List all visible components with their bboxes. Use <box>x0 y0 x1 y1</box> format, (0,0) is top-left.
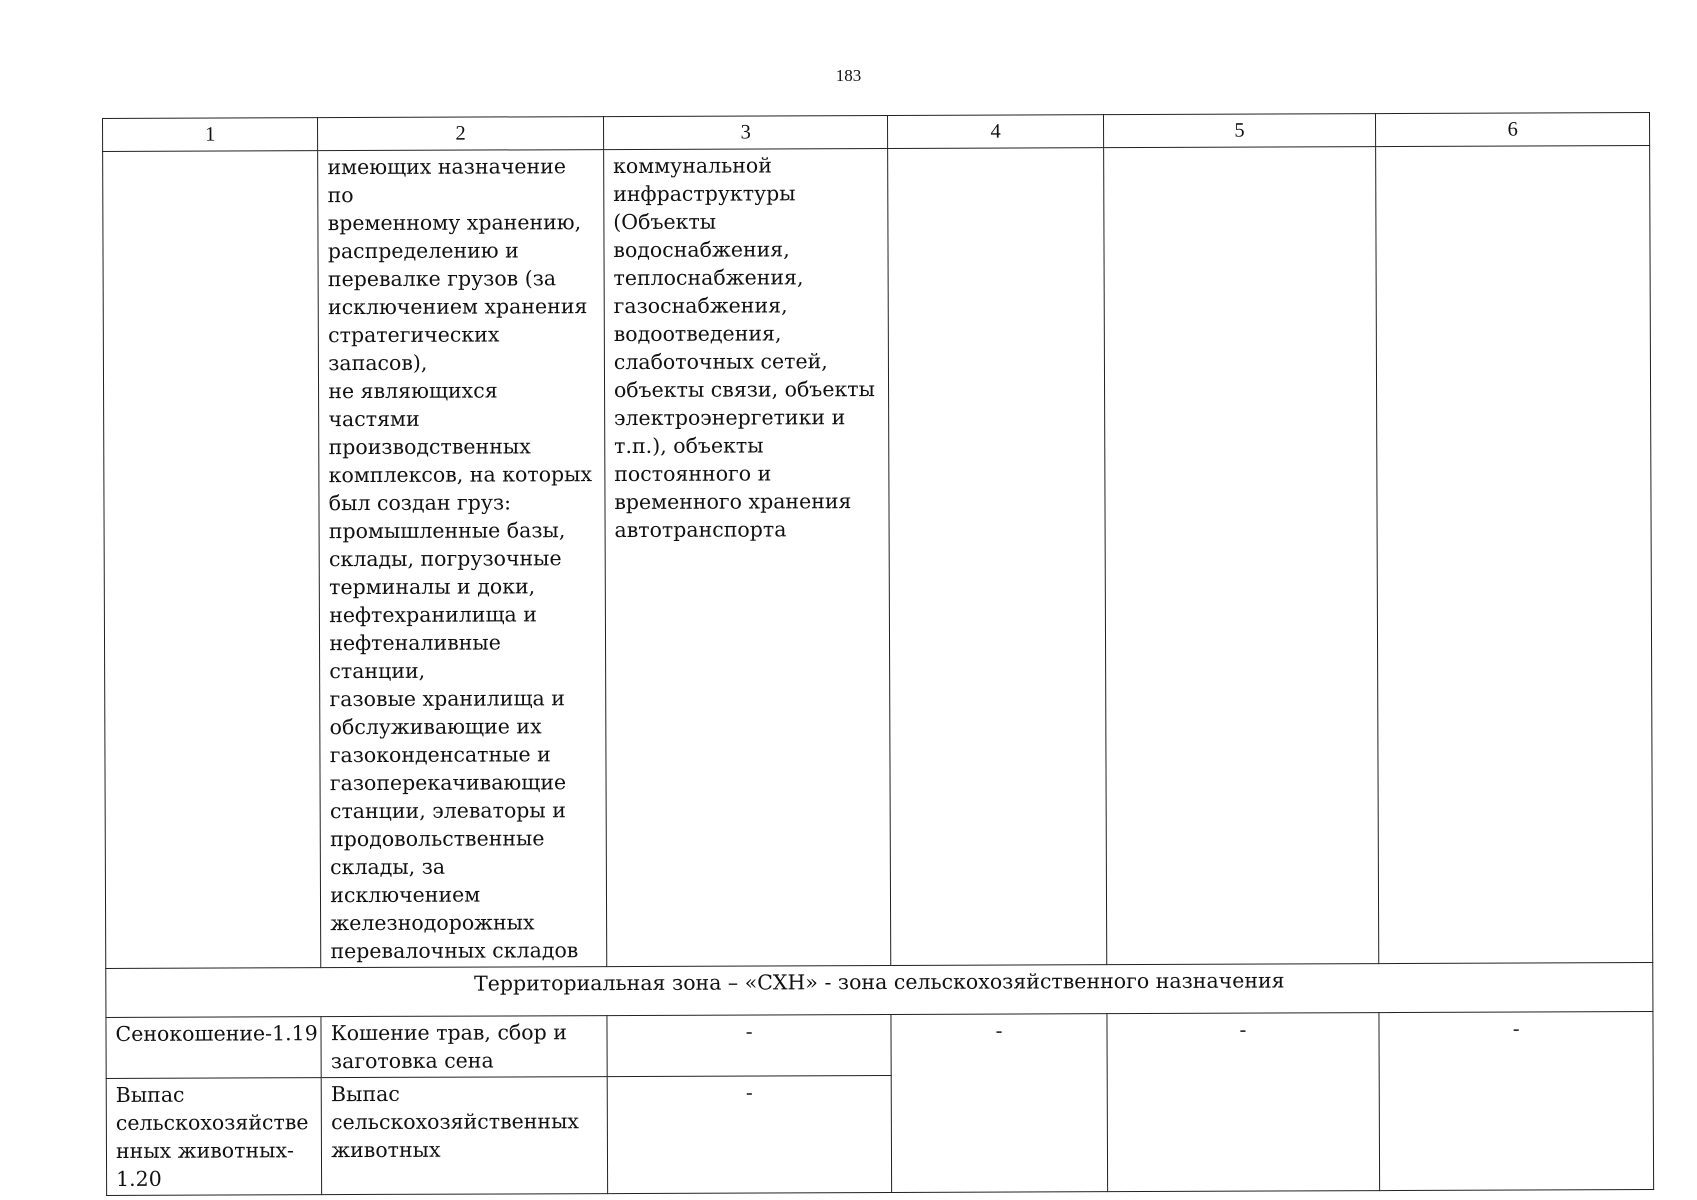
zone-heading-row <box>106 963 1653 1018</box>
row-col6: - <box>1379 1012 1653 1191</box>
continued-col2-description: имеющих назначение по временному хранению, распределению и перевалке грузов (за исключением хранения стратегических запасов), не являющихся частями производственных комплексов, на которых был создан груз: промышленные базы, склады, погрузочные терминалы и доки, нефтехранилища и нефтеналивные станции, газовые хранилища и обслуживающие их газоконденсатные и газоперекачивающие станции, элеваторы и продовольственные склады, за исключением железнодорожных перевалочных складов <box>318 150 607 968</box>
column-number-1: 1 <box>103 118 318 152</box>
column-number-5: 5 <box>1103 114 1376 148</box>
row-code: Выпас сельскохозяйстве нных животных- 1.20 <box>106 1078 322 1196</box>
table-row <box>106 1012 1653 1079</box>
continued-col4 <box>888 148 1106 966</box>
column-number-6: 6 <box>1376 113 1650 147</box>
regulation-table <box>102 112 1654 1196</box>
row-col4: - <box>891 1014 1107 1193</box>
row-col3: - <box>607 1075 892 1193</box>
continued-col1 <box>103 151 321 969</box>
row-description: Кошение трав, сбор и заготовка сена <box>321 1016 607 1078</box>
zone-heading-bold: Территориальная зона – «СХН» <box>474 970 818 996</box>
row-description: Выпас сельскохозяйственных животных <box>321 1077 607 1195</box>
continued-col6 <box>1376 146 1653 964</box>
page-number: 183 <box>835 66 862 85</box>
zone-heading-separator: - <box>817 970 838 995</box>
zone-heading <box>106 963 1653 1018</box>
continued-col5 <box>1103 147 1379 965</box>
row-col3: - <box>607 1014 892 1076</box>
table-row-continued <box>103 146 1653 969</box>
column-number-4: 4 <box>888 115 1103 149</box>
continued-col3-auxiliary-uses: коммунальной инфраструктуры (Объекты водоснабжения, теплоснабжения, газоснабжения, водоотведения, слаботочных сетей, объекты связи, объекты электроэнергетики и т.п.), объекты постоянного и временного хранения автотранспорта <box>603 148 891 966</box>
row-code: Сенокошение-1.19 <box>106 1017 322 1079</box>
row-col5: - <box>1107 1013 1380 1192</box>
column-number-2: 2 <box>318 117 604 151</box>
column-number-3: 3 <box>603 115 888 149</box>
zone-heading-rest: зона сельскохозяйственного назначения <box>837 968 1285 995</box>
